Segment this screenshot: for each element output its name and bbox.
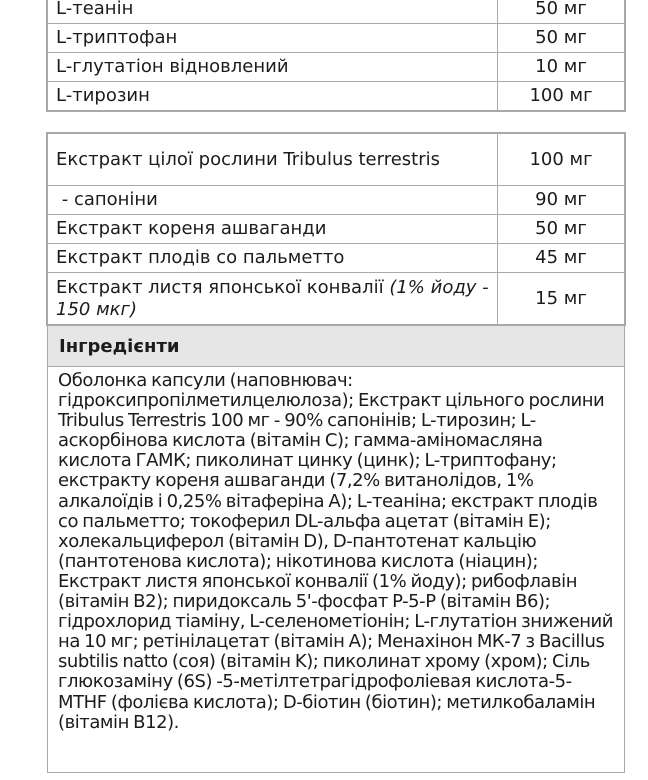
nutrient-name: L-триптофан [48,24,498,53]
nutrient-name: Екстракт цілої рослини Tribulus terrestris [48,134,498,186]
table-row [48,134,625,186]
nutrient-amount: 100 мг [498,134,625,186]
nutrient-name: L-глутатіон відновлений [48,53,498,82]
nutrient-name: Екстракт кореня ашваганди [48,215,498,244]
table-row [48,53,625,82]
table-row [48,273,625,325]
amino-acids-table [47,0,625,111]
ingredients-section [47,325,625,773]
table-row [48,215,625,244]
iodine-note: (1% йоду - 150 мкг) [56,276,489,320]
plant-extracts-table [47,133,625,325]
ingredients-text: Оболонка капсули (наповнювач: гідроксипропілметилцелюлоза); Екстракт цільного рослини Tribulus Terrestris 100 мг - 90% сапонінів; L-тирозин; L-аскорбінова кислота (вітамін C); гамма-аміномасляна кислота ГАМК; пиколинат цинку (цинк); L-триптофану; екстракту кореня ашваганди (7,2% витанолідов, 1% алкалоїдів і 0,25% вітаферіна A); L-теаніна; екстракт плодів со пальметто; токоферил DL-альфа ацетат (вітамін E); холекальциферол (вітамін D), D-пантотенат кальцію (пантотенова кислота); нікотинова кислота (ніацин); Екстракт листя японської конвалії (1% йоду); рибофлавін (вітамін B2); пиридоксаль 5'-фосфат P-5-P (вітамін B6); гідрохлорид тіаміну, L-селенометіонін; L-глутатіон знижений на 10 мг; ретінілацетат (вітамін A); Менахінон МК-7 з Bacillus subtilis natto (соя) (вітамін K); пиколинат хрому (хром); Сіль глюкозаміну (6S) -5-метілтетрагідрофоліевая кислота-5-MTHF (фолієва кислота); D-біотин (біотин); метилкобаламін (вітамін B12). [58,370,614,733]
nutrient-amount: 15 мг [498,273,625,325]
table-row [48,244,625,273]
nutrient-name: L-теанін [48,0,498,24]
table-row [48,186,625,215]
nutrient-amount: 50 мг [498,24,625,53]
saponins-label: - сапоніни [56,189,158,210]
nutrient-amount: 90 мг [498,186,625,215]
nutrient-amount: 50 мг [498,0,625,24]
nutrient-amount: 45 мг [498,244,625,273]
nutrient-amount: 50 мг [498,215,625,244]
nutrient-name: Екстракт плодів со пальметто [48,244,498,273]
table-row [48,0,625,24]
table-row [48,82,625,111]
nutrient-name [48,186,498,215]
extract-name: Екстракт листя японської конвалії [56,276,384,298]
nutrient-name [48,273,498,325]
table-row [48,24,625,53]
nutrient-amount: 100 мг [498,82,625,111]
nutrient-amount: 10 мг [498,53,625,82]
ingredients-title: Інгредієнти [48,326,624,367]
nutrient-name: L-тирозин [48,82,498,111]
